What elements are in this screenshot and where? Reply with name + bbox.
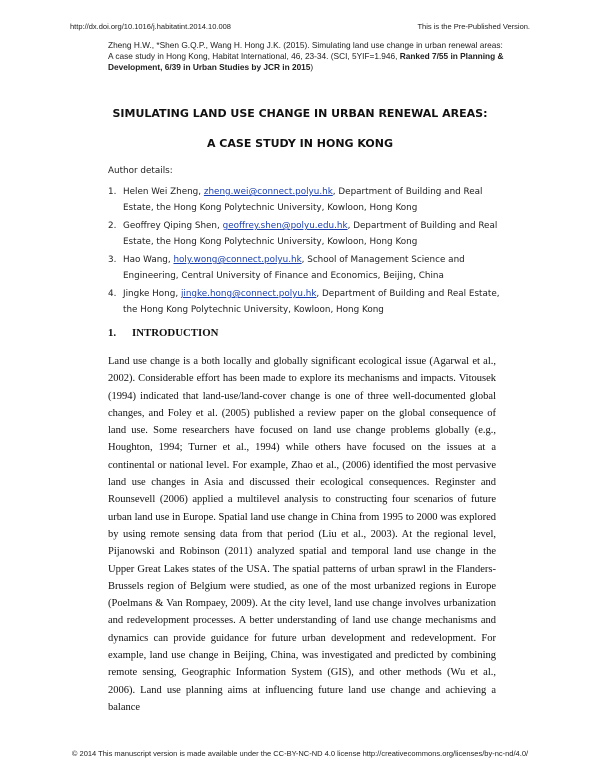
section-title: INTRODUCTION xyxy=(132,327,219,339)
intro-paragraph: Land use change is a both locally and globally significant ecological issue (Agarwal et al., 2002). Considerable effort has been made to explore its mechanisms and impacts. Vitousek (1994) indicated that land-use/land-cover change is one of three well-documented global changes, and Foley et al. (2005) published a review paper on the global consequence of land use. Some researchers have focused on land use change problems globally (e.g., Houghton, 1994; Turner et al., 1994) while others have focused on the issues at a continental or national level. For example, Zhao et al., (2006) identified the most pervasive land use changes in Asia and discussed their ecological consequences. Reginster and Rounsevell (2006) applied a multilevel analysis to constructing four scenarios of future urban land use in Europe. Spatial land use change in China from 1995 to 2000 was explored by using remote sensing data from that period (Liu et al., 2003). At the regional level, Pijanowski and Robinson (2011) analyzed spatial and temporal land use change in the Upper Great Lakes states of the USA. The spatial patterns of urban sprawl in the Flanders-Brussels region of Belgium were studied, as one of the most urbanized regions in Europe (Poelmans & Van Rompaey, 2009). At the city level, land use change involves urbanization and redevelopment processes. A better understanding of land use change mechanisms and dynamics can provide guidance for future urban development and redevelopment. For example, land use change in Beijing, China, was investigated and predicted by combining remote sensing, Geographic Information System (GIS), and other methods (Wu et al., 2006). Land use planning aims at influencing future land use change and achieving a balance xyxy=(108,356,496,713)
author-email-link[interactable]: geoffrey.shen@polyu.edu.hk xyxy=(222,221,348,231)
author-item xyxy=(108,184,506,216)
license-footer: © 2014 This manuscript version is made available under the CC-BY-NC-ND 4.0 license http://creativecommons.org/licenses/by-nc-nd/4.0/ xyxy=(71,749,529,758)
citation-text: Zheng H.W., *Shen G.Q.P., Wang H. Hong J.K. (2015). Simulating land use change in urban renewal areas: A case study in Hong Kong, Habitat International, 46, 23-34. (SCI, 5YIF=1.946, xyxy=(108,40,503,61)
version-note: This is the Pre-Published Version. xyxy=(417,22,530,31)
author-affiliation: , Department of Building and Real Estate, the Hong Kong Polytechnic University, Kowloon, Hong Kong xyxy=(123,221,498,247)
author-affiliation: , School of Management Science and Engineering, Central University of Finance and Economics, Beijing, China xyxy=(123,255,465,281)
doi-link[interactable]: http://dx.doi.org/10.1016/j.habitatint.2014.10.008 xyxy=(70,22,231,31)
author-number: 4. xyxy=(108,289,117,299)
author-email-link[interactable]: jingke.hong@connect.polyu.hk xyxy=(180,289,317,299)
author-email-link[interactable]: zheng.wei@connect.polyu.hk xyxy=(203,187,333,197)
citation-block xyxy=(108,40,508,73)
author-email-link[interactable]: holy.wong@connect.polyu.hk xyxy=(173,255,302,265)
author-name: Geoffrey Qiping Shen, xyxy=(123,221,223,231)
author-affiliation: , Department of Building and Real Estate, the Hong Kong Polytechnic University, Kowloon, Hong Kong xyxy=(123,289,500,315)
title-line-2: A CASE STUDY IN HONG KONG xyxy=(206,137,394,150)
author-number: 3. xyxy=(108,255,117,265)
author-affiliation: , Department of Building and Real Estate, the Hong Kong Polytechnic University, Kowloon, Hong Kong xyxy=(123,187,483,213)
authors-heading: Author details: xyxy=(108,166,173,176)
author-name: Hao Wang, xyxy=(123,255,174,265)
author-item xyxy=(108,286,506,318)
author-name: Jingke Hong, xyxy=(123,289,181,299)
citation-ranking: Ranked 7/55 in Planning & Development, 6/39 in Urban Studies by JCR in 2015 xyxy=(108,51,504,72)
author-item xyxy=(108,218,506,250)
author-item xyxy=(108,252,506,284)
section-heading xyxy=(108,327,218,339)
section-number: 1. xyxy=(108,327,117,339)
author-number: 1. xyxy=(108,187,117,197)
author-number: 2. xyxy=(108,221,117,231)
citation-end: ) xyxy=(310,62,314,72)
author-name: Helen Wei Zheng, xyxy=(123,187,204,197)
title-line-1: SIMULATING LAND USE CHANGE IN URBAN RENEWAL AREAS: xyxy=(112,107,488,120)
